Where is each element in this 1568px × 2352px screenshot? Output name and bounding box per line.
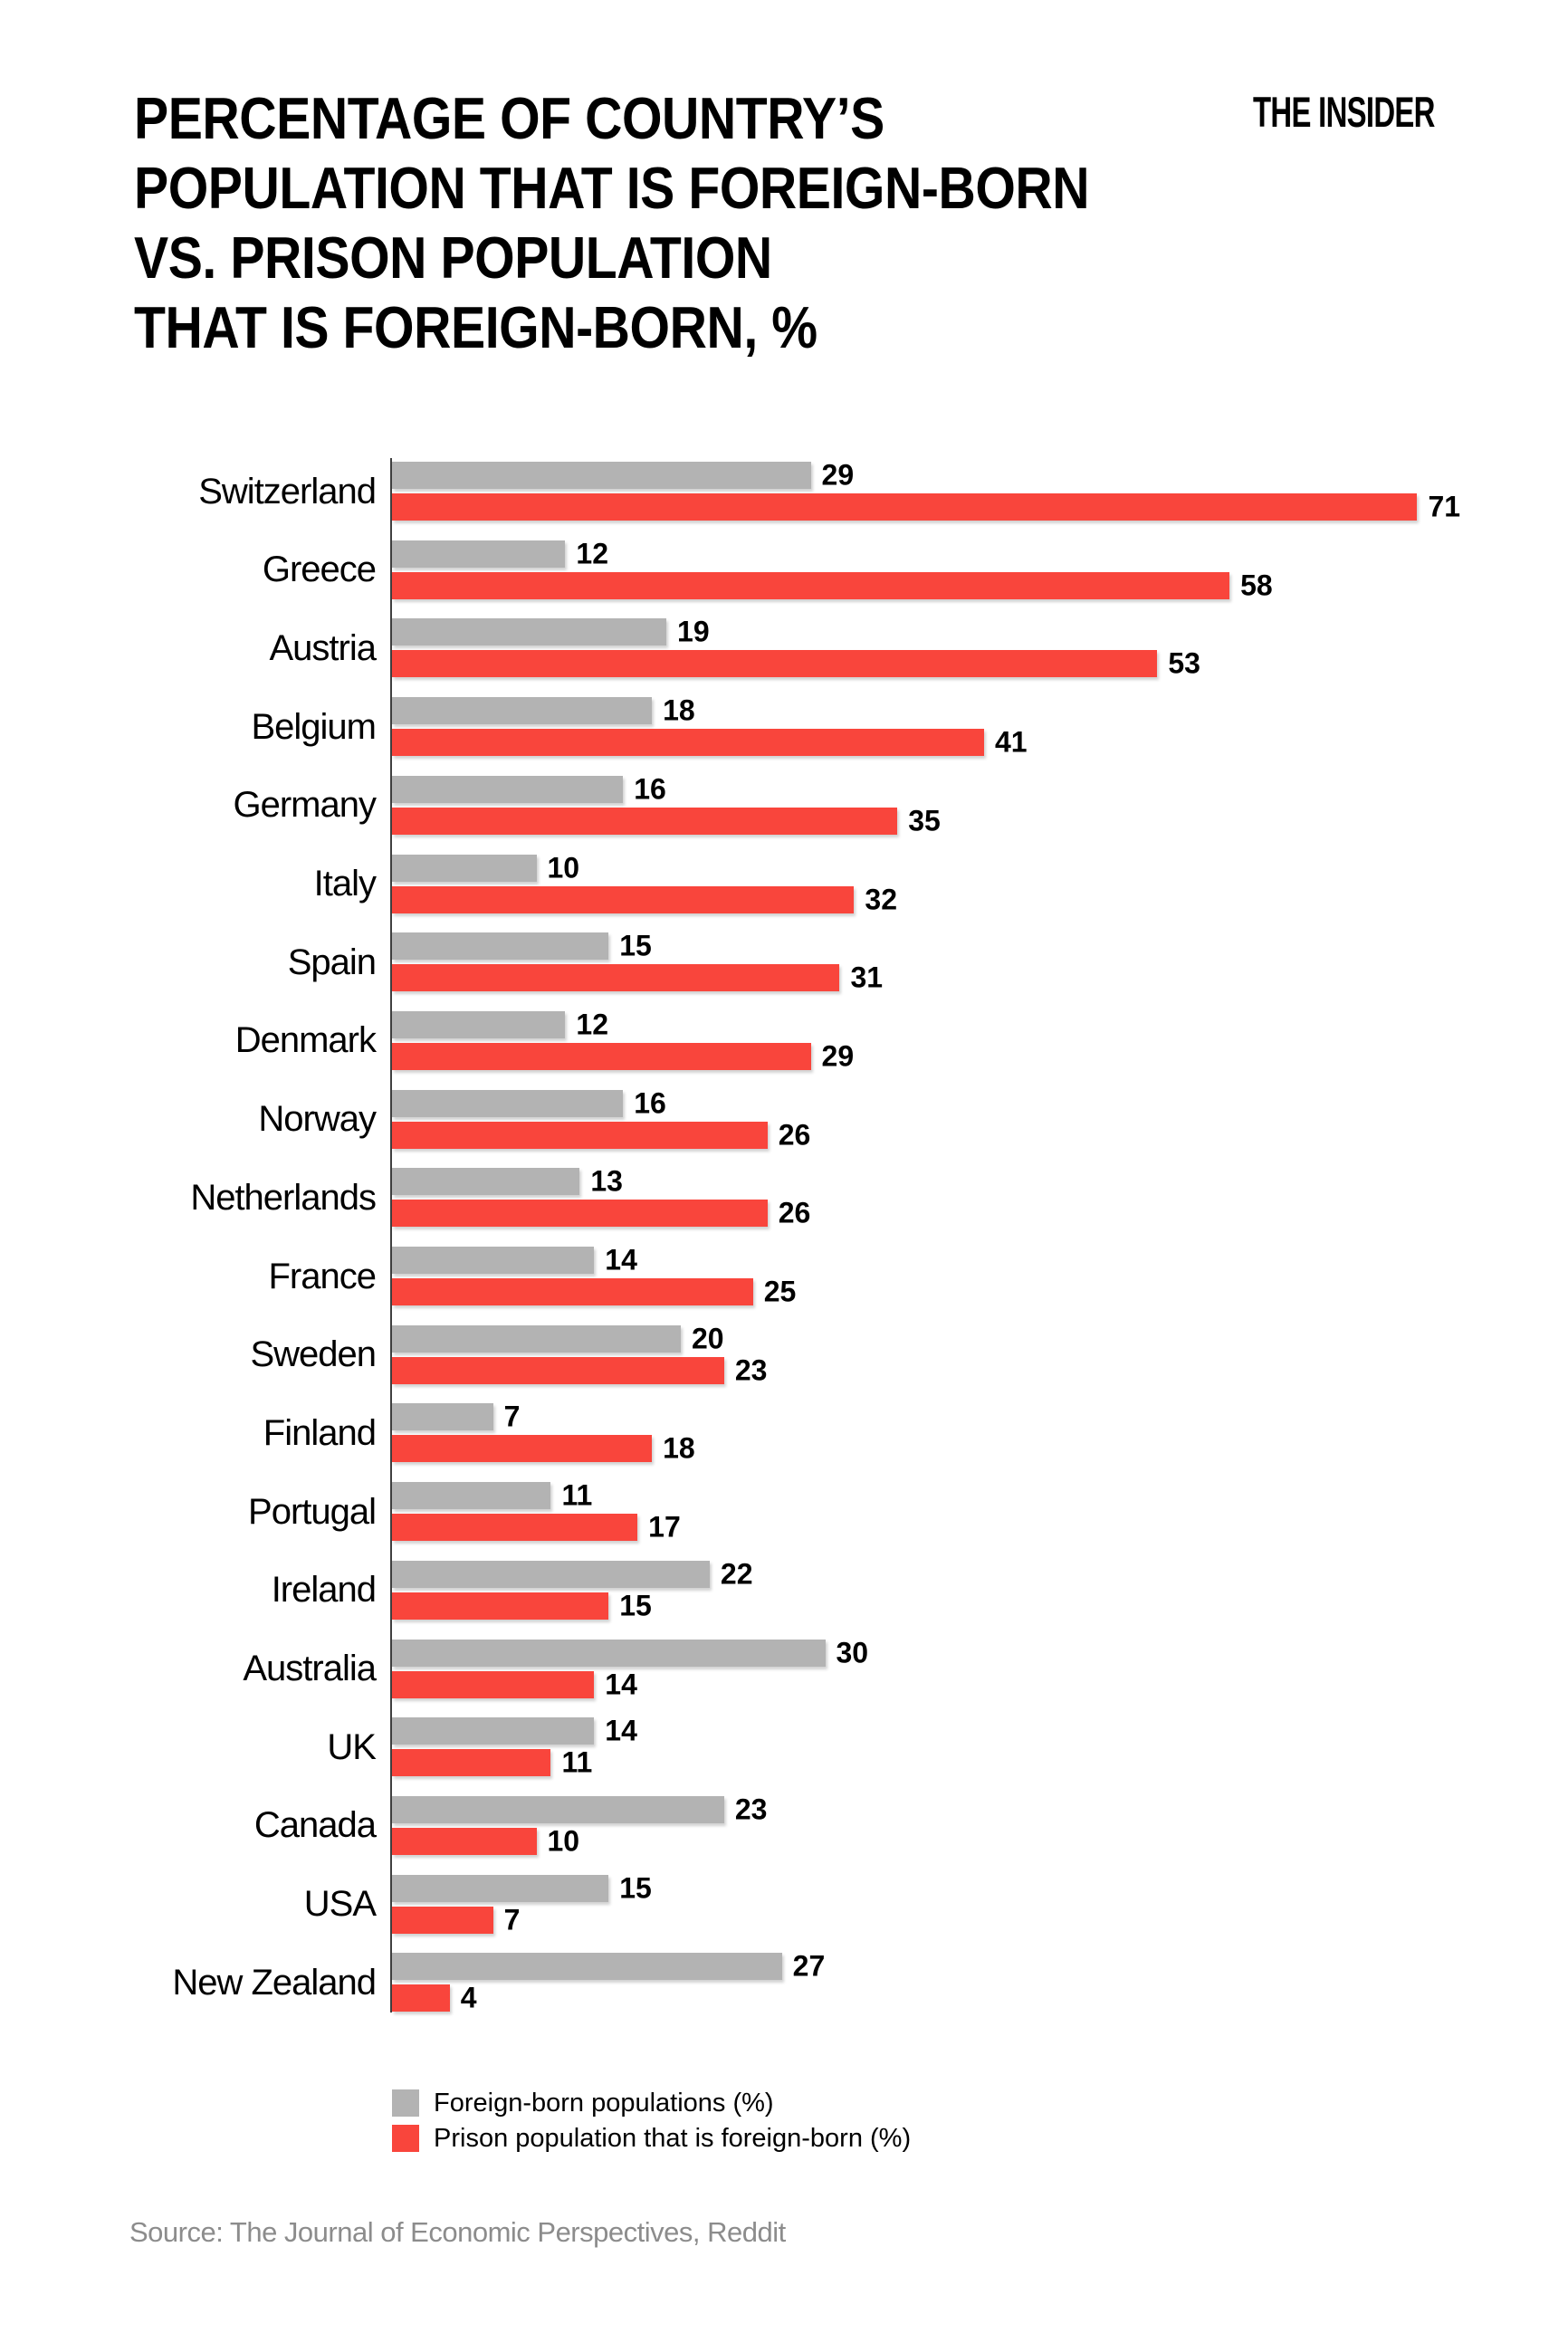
bar-foreign-born — [392, 540, 565, 568]
value-label: 27 — [792, 1949, 826, 1983]
value-label: 18 — [663, 693, 695, 727]
bar-prison — [392, 964, 839, 991]
country-label: Spain — [287, 942, 376, 982]
chart-title-line-4: THAT IS FOREIGN-BORN, % — [134, 294, 817, 360]
value-label: 23 — [734, 1353, 768, 1387]
bar-prison — [392, 1200, 768, 1227]
bar-prison — [392, 886, 854, 913]
value-label: 15 — [619, 929, 652, 962]
bar-prison — [392, 1984, 450, 2012]
value-label: 13 — [590, 1164, 623, 1198]
bar-foreign-born — [392, 1640, 826, 1667]
value-label: 53 — [1168, 646, 1200, 680]
bar-foreign-born — [392, 1325, 681, 1353]
country-label: Canada — [253, 1805, 376, 1846]
bar-prison — [392, 493, 1417, 521]
chart-title-line-3: VS. PRISON POPULATION — [134, 225, 772, 291]
bar-foreign-born — [392, 1482, 550, 1509]
value-label: 23 — [734, 1793, 768, 1826]
brand-logo: THE INSIDER — [1253, 88, 1435, 136]
bar-prison — [392, 1357, 724, 1384]
value-label: 15 — [619, 1871, 652, 1905]
country-label: Greece — [262, 550, 376, 590]
legend-swatch-foreign-born — [392, 2089, 419, 2117]
value-label: 14 — [605, 1243, 637, 1276]
country-label: Switzerland — [198, 471, 376, 512]
bar-prison — [392, 808, 897, 835]
value-label: 12 — [576, 537, 608, 570]
value-label: 71 — [1428, 490, 1461, 523]
country-label: Ireland — [271, 1570, 376, 1611]
value-label: 14 — [605, 1714, 637, 1747]
bar-prison — [392, 1043, 811, 1070]
value-label: 18 — [663, 1431, 695, 1465]
country-label: USA — [303, 1884, 376, 1925]
bar-foreign-born — [392, 462, 811, 489]
country-label: Norway — [258, 1099, 376, 1140]
value-label: 35 — [908, 804, 941, 837]
value-label: 58 — [1240, 569, 1273, 602]
value-label: 32 — [865, 883, 897, 915]
country-label: Belgium — [251, 706, 376, 747]
value-label: 15 — [619, 1589, 652, 1622]
value-label: 31 — [850, 961, 884, 994]
country-label: Denmark — [234, 1020, 376, 1061]
bar-foreign-born — [392, 1875, 608, 1902]
value-label: 16 — [634, 1086, 666, 1120]
bar-prison — [392, 650, 1157, 677]
value-label: 10 — [547, 1824, 580, 1858]
bar-prison — [392, 1592, 608, 1620]
chart-title-line-1: PERCENTAGE OF COUNTRY’S — [134, 85, 884, 151]
bar-foreign-born — [392, 1796, 724, 1823]
bar-foreign-born — [392, 855, 537, 882]
value-label: 11 — [561, 1478, 593, 1512]
value-label: 4 — [460, 1981, 477, 2014]
bar-foreign-born — [392, 1011, 565, 1038]
country-label: Netherlands — [190, 1177, 376, 1218]
value-label: 20 — [692, 1322, 724, 1355]
legend-swatch-prison — [392, 2125, 419, 2152]
value-label: 19 — [677, 615, 710, 648]
bar-foreign-born — [392, 1168, 579, 1195]
value-label: 14 — [605, 1668, 637, 1700]
legend-label-foreign-born: Foreign-born populations (%) — [434, 2089, 774, 2118]
bar-prison — [392, 1828, 537, 1855]
value-label: 29 — [821, 458, 855, 492]
value-label: 29 — [821, 1039, 855, 1073]
value-label: 11 — [561, 1745, 593, 1779]
bar-foreign-born — [392, 1090, 623, 1117]
country-label: Portugal — [248, 1491, 376, 1532]
country-label: France — [268, 1256, 376, 1296]
value-label: 26 — [778, 1118, 811, 1152]
country-label: Italy — [313, 864, 376, 904]
bar-foreign-born — [392, 776, 623, 803]
bar-prison — [392, 1749, 550, 1776]
legend — [392, 2089, 911, 2160]
bar-foreign-born — [392, 1561, 710, 1588]
value-label: 10 — [547, 851, 580, 884]
value-label: 7 — [503, 1400, 521, 1433]
chart-title-line-2: POPULATION THAT IS FOREIGN-BORN — [134, 155, 1090, 221]
value-label: 30 — [836, 1636, 869, 1668]
bar-prison — [392, 729, 984, 756]
country-label: New Zealand — [172, 1962, 376, 2003]
bar-foreign-born — [392, 1953, 782, 1980]
value-label: 26 — [778, 1196, 811, 1229]
country-label: Germany — [233, 785, 376, 826]
bar-prison — [392, 1278, 753, 1305]
bar-foreign-born — [392, 1403, 493, 1430]
legend-item-prison — [392, 2125, 911, 2152]
source-text: Source: The Journal of Economic Perspectives, Reddit — [129, 2216, 786, 2248]
country-label: Australia — [243, 1649, 376, 1688]
value-label: 12 — [576, 1008, 608, 1041]
bar-foreign-born — [392, 697, 652, 724]
value-label: 7 — [503, 1903, 521, 1936]
country-label: Austria — [269, 627, 376, 668]
country-label: Sweden — [250, 1334, 376, 1375]
bar-foreign-born — [392, 618, 666, 645]
legend-label-prison: Prison population that is foreign-born (%) — [434, 2124, 912, 2153]
bar-prison — [392, 1907, 493, 1934]
bar-prison — [392, 1671, 594, 1698]
country-label: Finland — [263, 1412, 376, 1453]
bar-prison — [392, 572, 1229, 599]
bar-prison — [392, 1514, 637, 1541]
value-label: 16 — [634, 772, 666, 806]
value-label: 17 — [648, 1510, 681, 1544]
value-label: 22 — [720, 1557, 753, 1591]
bar-foreign-born — [392, 1247, 594, 1274]
value-label: 41 — [994, 725, 1028, 759]
value-label: 25 — [763, 1275, 797, 1308]
bar-foreign-born — [392, 1717, 594, 1745]
y-axis-line — [390, 458, 392, 2013]
bar-foreign-born — [392, 932, 608, 960]
legend-item-foreign-born — [392, 2089, 911, 2117]
bar-prison — [392, 1122, 768, 1149]
country-label: UK — [327, 1726, 376, 1767]
bar-prison — [392, 1435, 652, 1462]
